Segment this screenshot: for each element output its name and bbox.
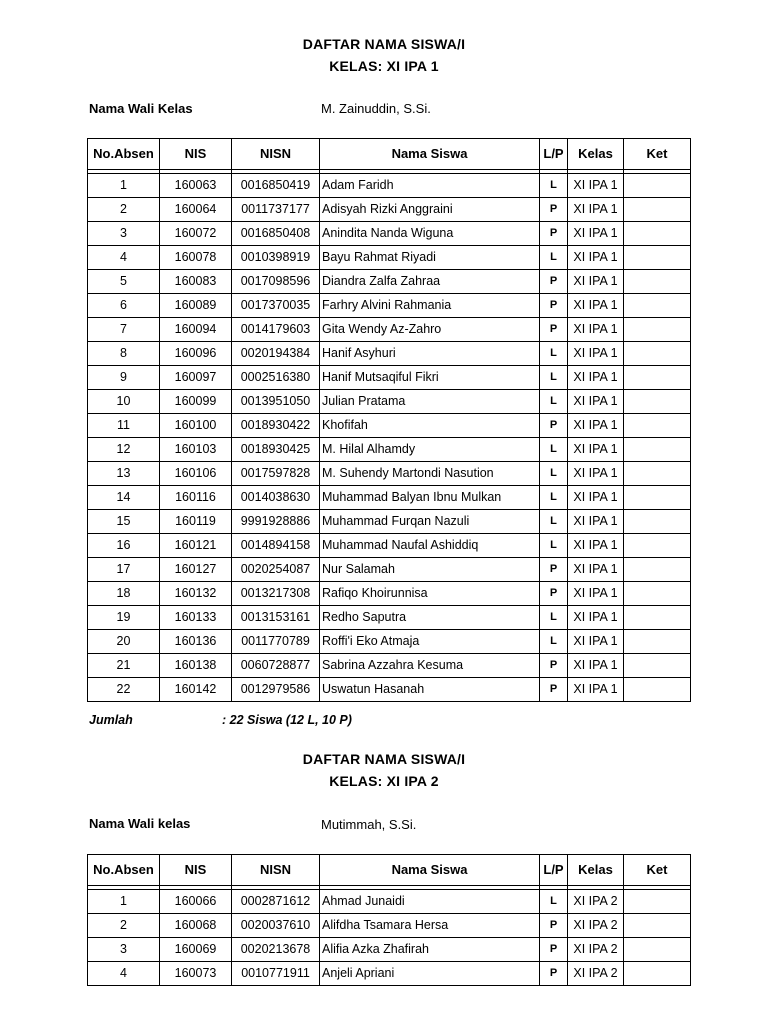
cell-ket (624, 270, 691, 294)
class1-title: DAFTAR NAMA SISWA/I (302, 36, 466, 52)
cell-no-absen: 21 (88, 654, 160, 678)
cell-nis: 160096 (160, 342, 232, 366)
cell-no-absen: 5 (88, 270, 160, 294)
table-row (88, 678, 691, 702)
table-row (88, 342, 691, 366)
class2-wali-label: Nama Wali kelas (89, 816, 191, 831)
cell-nama-siswa: Khofifah (320, 414, 540, 438)
cell-no-absen: 8 (88, 342, 160, 366)
cell-no-absen: 19 (88, 606, 160, 630)
cell-nama-siswa: Anindita Nanda Wiguna (320, 222, 540, 246)
table-row (88, 222, 691, 246)
cell-nis: 160099 (160, 390, 232, 414)
cell-lp: P (540, 914, 568, 938)
cell-ket (624, 558, 691, 582)
cell-kelas: XI IPA 1 (568, 582, 624, 606)
cell-kelas: XI IPA 1 (568, 198, 624, 222)
cell-kelas: XI IPA 1 (568, 462, 624, 486)
cell-no-absen: 3 (88, 222, 160, 246)
cell-nama-siswa: Muhammad Naufal Ashiddiq (320, 534, 540, 558)
cell-ket (624, 678, 691, 702)
cell-no-absen: 15 (88, 510, 160, 534)
cell-nama-siswa: Nur Salamah (320, 558, 540, 582)
cell-lp: P (540, 582, 568, 606)
column-header-nama-siswa: Nama Siswa (320, 855, 540, 886)
cell-no-absen: 2 (88, 198, 160, 222)
table-row (88, 294, 691, 318)
table-row (88, 630, 691, 654)
cell-nisn: 0011737177 (232, 198, 320, 222)
table-row (88, 366, 691, 390)
cell-nama-siswa: Uswatun Hasanah (320, 678, 540, 702)
cell-ket (624, 318, 691, 342)
cell-nama-siswa: Julian Pratama (320, 390, 540, 414)
cell-lp: L (540, 462, 568, 486)
cell-ket (624, 390, 691, 414)
cell-nama-siswa: Ahmad Junaidi (320, 890, 540, 914)
column-header-lp: L/P (540, 855, 568, 886)
cell-nisn: 0017597828 (232, 462, 320, 486)
cell-nis: 160142 (160, 678, 232, 702)
cell-no-absen: 22 (88, 678, 160, 702)
cell-nama-siswa: Redho Saputra (320, 606, 540, 630)
cell-nama-siswa: Muhammad Balyan Ibnu Mulkan (320, 486, 540, 510)
cell-nis: 160133 (160, 606, 232, 630)
cell-kelas: XI IPA 1 (568, 606, 624, 630)
cell-nama-siswa: Farhry Alvini Rahmania (320, 294, 540, 318)
cell-kelas: XI IPA 1 (568, 534, 624, 558)
cell-ket (624, 510, 691, 534)
cell-nis: 160072 (160, 222, 232, 246)
cell-kelas: XI IPA 1 (568, 486, 624, 510)
cell-ket (624, 606, 691, 630)
cell-ket (624, 414, 691, 438)
cell-nama-siswa: Adisyah Rizki Anggraini (320, 198, 540, 222)
cell-lp: L (540, 890, 568, 914)
cell-nisn: 0012979586 (232, 678, 320, 702)
cell-ket (624, 366, 691, 390)
cell-nis: 160100 (160, 414, 232, 438)
class1-wali-name: M. Zainuddin, S.Si. (321, 101, 431, 116)
cell-nama-siswa: M. Suhendy Martondi Nasution (320, 462, 540, 486)
cell-no-absen: 6 (88, 294, 160, 318)
column-header-nisn: NISN (232, 855, 320, 886)
cell-nama-siswa: Rafiqo Khoirunnisa (320, 582, 540, 606)
cell-no-absen: 14 (88, 486, 160, 510)
cell-kelas: XI IPA 1 (568, 270, 624, 294)
cell-no-absen: 1 (88, 890, 160, 914)
class1-subtitle: KELAS: XI IPA 1 (329, 58, 439, 74)
cell-no-absen: 9 (88, 366, 160, 390)
cell-kelas: XI IPA 2 (568, 914, 624, 938)
cell-lp: P (540, 198, 568, 222)
cell-nisn: 0020037610 (232, 914, 320, 938)
cell-ket (624, 198, 691, 222)
cell-lp: P (540, 654, 568, 678)
cell-lp: L (540, 366, 568, 390)
cell-nama-siswa: Diandra Zalfa Zahraa (320, 270, 540, 294)
cell-lp: P (540, 222, 568, 246)
table-row (88, 174, 691, 198)
cell-nis: 160063 (160, 174, 232, 198)
class1-wali-label: Nama Wali Kelas (89, 101, 193, 116)
cell-lp: P (540, 270, 568, 294)
cell-no-absen: 11 (88, 414, 160, 438)
column-header-lp: L/P (540, 139, 568, 170)
cell-nisn: 0016850408 (232, 222, 320, 246)
table-row (88, 438, 691, 462)
table-row (88, 654, 691, 678)
cell-nama-siswa: Adam Faridh (320, 174, 540, 198)
cell-kelas: XI IPA 2 (568, 938, 624, 962)
column-header-kelas: Kelas (568, 139, 624, 170)
cell-nama-siswa: Alifdha Tsamara Hersa (320, 914, 540, 938)
table-row (88, 558, 691, 582)
class2-subtitle: KELAS: XI IPA 2 (329, 773, 439, 789)
table-row (88, 390, 691, 414)
cell-kelas: XI IPA 1 (568, 318, 624, 342)
table-row (88, 246, 691, 270)
cell-kelas: XI IPA 2 (568, 962, 624, 986)
cell-ket (624, 890, 691, 914)
cell-lp: P (540, 962, 568, 986)
cell-nis: 160068 (160, 914, 232, 938)
table-row (88, 890, 691, 914)
table-header-row (88, 855, 691, 886)
cell-lp: L (540, 486, 568, 510)
cell-nisn: 0011770789 (232, 630, 320, 654)
cell-nama-siswa: Gita Wendy Az-Zahro (320, 318, 540, 342)
cell-no-absen: 20 (88, 630, 160, 654)
cell-nis: 160136 (160, 630, 232, 654)
cell-nisn: 0018930422 (232, 414, 320, 438)
cell-lp: P (540, 938, 568, 962)
cell-nisn: 0014179603 (232, 318, 320, 342)
class1-summary-value: : 22 Siswa (12 L, 10 P) (222, 713, 352, 727)
cell-kelas: XI IPA 1 (568, 558, 624, 582)
cell-nama-siswa: Roffi'i Eko Atmaja (320, 630, 540, 654)
cell-nama-siswa: Bayu Rahmat Riyadi (320, 246, 540, 270)
cell-nis: 160097 (160, 366, 232, 390)
cell-kelas: XI IPA 1 (568, 630, 624, 654)
table-row (88, 318, 691, 342)
cell-nama-siswa: Alifia Azka Zhafirah (320, 938, 540, 962)
cell-lp: P (540, 318, 568, 342)
cell-nisn: 0016850419 (232, 174, 320, 198)
cell-nis: 160138 (160, 654, 232, 678)
column-header-nis: NIS (160, 855, 232, 886)
cell-kelas: XI IPA 1 (568, 654, 624, 678)
cell-lp: L (540, 246, 568, 270)
cell-nisn: 0013153161 (232, 606, 320, 630)
class2-wali-name: Mutimmah, S.Si. (321, 817, 417, 832)
cell-kelas: XI IPA 1 (568, 678, 624, 702)
cell-nis: 160094 (160, 318, 232, 342)
cell-no-absen: 3 (88, 938, 160, 962)
cell-ket (624, 582, 691, 606)
class1-summary-label: Jumlah (89, 713, 133, 727)
cell-nisn: 0014894158 (232, 534, 320, 558)
cell-kelas: XI IPA 1 (568, 510, 624, 534)
table-header-row (88, 139, 691, 170)
table-row (88, 414, 691, 438)
cell-nisn: 9991928886 (232, 510, 320, 534)
cell-ket (624, 630, 691, 654)
table-row (88, 582, 691, 606)
cell-no-absen: 4 (88, 246, 160, 270)
cell-lp: P (540, 558, 568, 582)
column-header-nisn: NISN (232, 139, 320, 170)
cell-nama-siswa: Muhammad Furqan Nazuli (320, 510, 540, 534)
cell-nama-siswa: M. Hilal Alhamdy (320, 438, 540, 462)
column-header-ket: Ket (624, 139, 691, 170)
cell-nisn: 0013951050 (232, 390, 320, 414)
cell-ket (624, 462, 691, 486)
cell-lp: L (540, 510, 568, 534)
cell-nama-siswa: Anjeli Apriani (320, 962, 540, 986)
cell-lp: L (540, 174, 568, 198)
cell-kelas: XI IPA 1 (568, 174, 624, 198)
column-header-kelas: Kelas (568, 855, 624, 886)
cell-no-absen: 1 (88, 174, 160, 198)
cell-no-absen: 2 (88, 914, 160, 938)
cell-lp: L (540, 630, 568, 654)
column-header-no-absen: No.Absen (88, 855, 160, 886)
table-row (88, 962, 691, 986)
cell-ket (624, 486, 691, 510)
cell-nisn: 0020194384 (232, 342, 320, 366)
cell-nis: 160119 (160, 510, 232, 534)
cell-nama-siswa: Sabrina Azzahra Kesuma (320, 654, 540, 678)
cell-kelas: XI IPA 2 (568, 890, 624, 914)
cell-nisn: 0060728877 (232, 654, 320, 678)
cell-nisn: 0002871612 (232, 890, 320, 914)
cell-nisn: 0010771911 (232, 962, 320, 986)
column-header-nama-siswa: Nama Siswa (320, 139, 540, 170)
cell-lp: L (540, 390, 568, 414)
cell-no-absen: 12 (88, 438, 160, 462)
cell-ket (624, 174, 691, 198)
cell-nisn: 0017370035 (232, 294, 320, 318)
class1-student-table (87, 138, 691, 702)
cell-nis: 160078 (160, 246, 232, 270)
table-row (88, 938, 691, 962)
cell-lp: L (540, 438, 568, 462)
cell-kelas: XI IPA 1 (568, 438, 624, 462)
cell-no-absen: 16 (88, 534, 160, 558)
cell-no-absen: 17 (88, 558, 160, 582)
cell-nama-siswa: Hanif Asyhuri (320, 342, 540, 366)
cell-kelas: XI IPA 1 (568, 294, 624, 318)
cell-lp: P (540, 678, 568, 702)
cell-nis: 160116 (160, 486, 232, 510)
cell-nis: 160121 (160, 534, 232, 558)
table-row (88, 534, 691, 558)
table-row (88, 914, 691, 938)
class2-student-table (87, 854, 691, 986)
cell-nis: 160132 (160, 582, 232, 606)
cell-ket (624, 342, 691, 366)
cell-ket (624, 294, 691, 318)
table-row (88, 270, 691, 294)
cell-nis: 160089 (160, 294, 232, 318)
cell-nisn: 0013217308 (232, 582, 320, 606)
cell-lp: P (540, 294, 568, 318)
cell-nis: 160103 (160, 438, 232, 462)
cell-no-absen: 7 (88, 318, 160, 342)
cell-ket (624, 654, 691, 678)
cell-nis: 160073 (160, 962, 232, 986)
cell-no-absen: 10 (88, 390, 160, 414)
cell-kelas: XI IPA 1 (568, 366, 624, 390)
cell-ket (624, 534, 691, 558)
cell-kelas: XI IPA 1 (568, 222, 624, 246)
cell-nis: 160069 (160, 938, 232, 962)
cell-nisn: 0002516380 (232, 366, 320, 390)
cell-nisn: 0018930425 (232, 438, 320, 462)
table-row (88, 198, 691, 222)
table-row (88, 510, 691, 534)
cell-ket (624, 938, 691, 962)
cell-nis: 160066 (160, 890, 232, 914)
cell-lp: L (540, 606, 568, 630)
class2-title: DAFTAR NAMA SISWA/I (302, 751, 466, 767)
cell-kelas: XI IPA 1 (568, 414, 624, 438)
cell-nisn: 0020254087 (232, 558, 320, 582)
cell-kelas: XI IPA 1 (568, 246, 624, 270)
cell-nisn: 0010398919 (232, 246, 320, 270)
cell-ket (624, 222, 691, 246)
table-row (88, 462, 691, 486)
cell-nis: 160083 (160, 270, 232, 294)
cell-nis: 160064 (160, 198, 232, 222)
cell-lp: P (540, 414, 568, 438)
table-row (88, 606, 691, 630)
cell-kelas: XI IPA 1 (568, 390, 624, 414)
cell-ket (624, 962, 691, 986)
table-row (88, 486, 691, 510)
cell-nisn: 0017098596 (232, 270, 320, 294)
cell-no-absen: 13 (88, 462, 160, 486)
cell-ket (624, 438, 691, 462)
cell-nisn: 0014038630 (232, 486, 320, 510)
cell-nisn: 0020213678 (232, 938, 320, 962)
column-header-no-absen: No.Absen (88, 139, 160, 170)
cell-no-absen: 18 (88, 582, 160, 606)
cell-nis: 160127 (160, 558, 232, 582)
column-header-nis: NIS (160, 139, 232, 170)
cell-ket (624, 914, 691, 938)
cell-lp: L (540, 534, 568, 558)
cell-nama-siswa: Hanif Mutsaqiful Fikri (320, 366, 540, 390)
cell-nis: 160106 (160, 462, 232, 486)
cell-lp: L (540, 342, 568, 366)
cell-no-absen: 4 (88, 962, 160, 986)
cell-ket (624, 246, 691, 270)
cell-kelas: XI IPA 1 (568, 342, 624, 366)
column-header-ket: Ket (624, 855, 691, 886)
